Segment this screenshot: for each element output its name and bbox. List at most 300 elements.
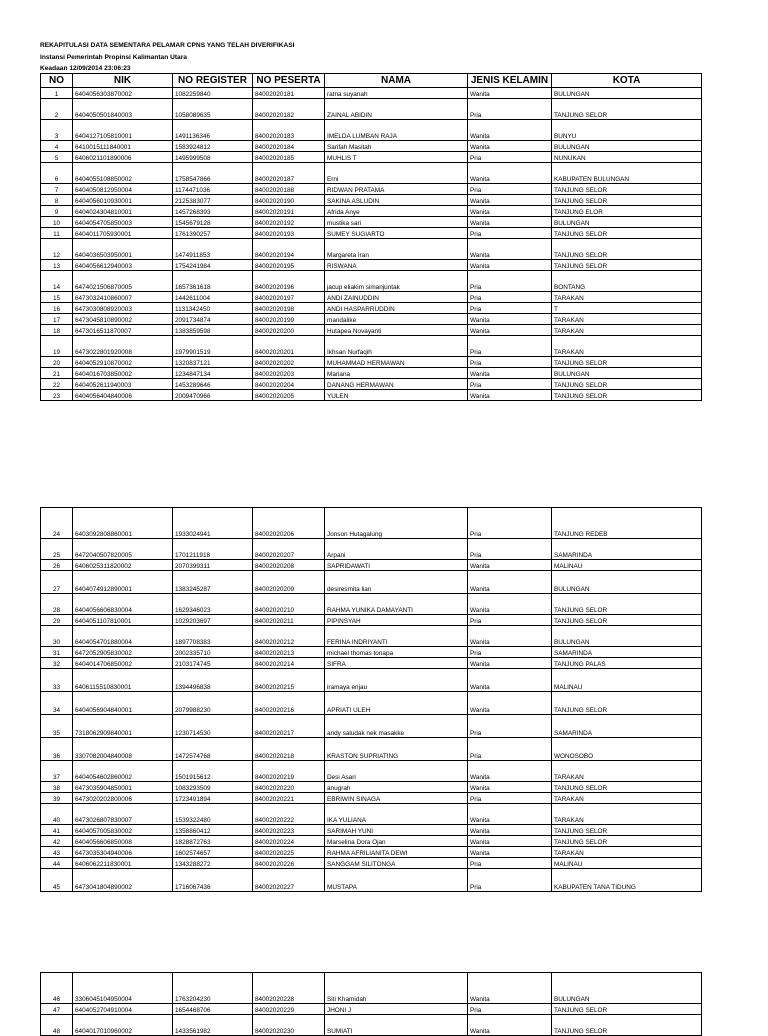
cell-peserta: 84002020188 (253, 184, 325, 195)
cell-kota: MALINAU (552, 560, 702, 571)
cell-no: 24 (41, 508, 73, 539)
cell-kota: TANJUNG SELOR (552, 1015, 702, 1036)
table-row (41, 217, 702, 228)
cell-no: 14 (41, 271, 73, 292)
cell-peserta: 84002020213 (253, 647, 325, 658)
cell-nama: anugrah (325, 782, 468, 793)
cell-nik: 6404127105810001 (73, 120, 173, 141)
cell-nama: SANGGAM SILITONGA (325, 858, 468, 869)
cell-jenis-kelamin: Wanita (468, 782, 552, 793)
cell-register: 2091734874 (173, 314, 253, 325)
cell-kota: BUNYU (552, 120, 702, 141)
cell-nama: michael thomas tonapa (325, 647, 468, 658)
cell-peserta: 84002020221 (253, 793, 325, 804)
cell-kota: NUNUKAN (552, 152, 702, 163)
cell-nik: 6404017010960002 (73, 1015, 173, 1036)
cell-nik: 6404074912890001 (73, 571, 173, 594)
table-row (41, 847, 702, 858)
table-row (41, 615, 702, 626)
cell-peserta: 84002020198 (253, 303, 325, 314)
cell-register: 1897708383 (173, 626, 253, 647)
cell-jenis-kelamin: Wanita (468, 836, 552, 847)
applicant-table-1 (40, 73, 702, 401)
cell-peserta: 84002020184 (253, 141, 325, 152)
cell-nik: 6410015111840001 (73, 141, 173, 152)
cell-kota: TANJUNG SELOR (552, 260, 702, 271)
cell-peserta: 84002020211 (253, 615, 325, 626)
cell-register: 2125383077 (173, 195, 253, 206)
cell-kota: TANJUNG SELOR (552, 615, 702, 626)
cell-register: 1758547866 (173, 163, 253, 184)
table-row (41, 560, 702, 571)
report-title: REKAPITULASI DATA SEMENTARA PELAMAR CPNS YANG TELAH DIVERIFIKASI (40, 42, 295, 49)
cell-nama: Desi Asari (325, 761, 468, 782)
cell-peserta: 84002020209 (253, 571, 325, 594)
cell-nik: 6404056404840006 (73, 390, 173, 401)
cell-peserta: 84002020181 (253, 88, 325, 99)
cell-no: 17 (41, 314, 73, 325)
cell-nik: 6404052910870002 (73, 357, 173, 368)
cell-no: 30 (41, 626, 73, 647)
cell-kota: MALINAU (552, 858, 702, 869)
applicant-table-3 (40, 972, 702, 1036)
cell-no: 10 (41, 217, 73, 228)
cell-nik: 3307082004840008 (73, 738, 173, 761)
cell-nama: DANANG HERMAWAN (325, 379, 468, 390)
table-row (41, 761, 702, 782)
applicant-rows-3 (41, 973, 702, 1036)
cell-jenis-kelamin: Wanita (468, 141, 552, 152)
cell-register: 2070399311 (173, 560, 253, 571)
cell-nik: 6473035304940006 (73, 847, 173, 858)
cell-jenis-kelamin: Wanita (468, 120, 552, 141)
cell-peserta: 84002020217 (253, 715, 325, 738)
cell-nik: 6404036503950001 (73, 239, 173, 260)
cell-nik: 6404024304810001 (73, 206, 173, 217)
cell-register: 1474911853 (173, 239, 253, 260)
cell-jenis-kelamin: Pria (468, 539, 552, 560)
cell-register: 1131342450 (173, 303, 253, 314)
cell-nik: 6404056606850008 (73, 836, 173, 847)
cell-register: 2079988230 (173, 692, 253, 715)
cell-peserta: 84002020224 (253, 836, 325, 847)
cell-kota: TANJUNG SELOR (552, 357, 702, 368)
table-row (41, 195, 702, 206)
cell-peserta: 84002020227 (253, 869, 325, 892)
table-row (41, 260, 702, 271)
table-row (41, 314, 702, 325)
cell-no: 16 (41, 303, 73, 314)
cell-kota: SAMARINDA (552, 715, 702, 738)
cell-jenis-kelamin: Pria (468, 292, 552, 303)
report-timestamp: Keadaan 12/09/2014 23:06:23 (40, 65, 131, 72)
cell-kota: BONTANG (552, 271, 702, 292)
cell-kota: TANJUNG SELOR (552, 692, 702, 715)
cell-peserta: 84002020183 (253, 120, 325, 141)
cell-peserta: 84002020228 (253, 973, 325, 1004)
cell-peserta: 84002020187 (253, 163, 325, 184)
table-row (41, 738, 702, 761)
cell-register: 1320837121 (173, 357, 253, 368)
cell-nama: MUHAMMAD HERMAWAN (325, 357, 468, 368)
applicant-rows-2 (41, 508, 702, 892)
cell-nik: 6404050501840003 (73, 99, 173, 120)
table-row (41, 88, 702, 99)
cell-no: 47 (41, 1004, 73, 1015)
cell-jenis-kelamin: Wanita (468, 594, 552, 615)
cell-register: 1763204230 (173, 973, 253, 1004)
cell-jenis-kelamin: Pria (468, 647, 552, 658)
cell-peserta: 84002020208 (253, 560, 325, 571)
table-header-row (41, 74, 702, 88)
cell-nama: PIPINSYAH (325, 615, 468, 626)
col-header-peserta: NO PESERTA (253, 74, 325, 88)
cell-peserta: 84002020206 (253, 508, 325, 539)
table-row (41, 692, 702, 715)
cell-no: 41 (41, 825, 73, 836)
cell-peserta: 84002020230 (253, 1015, 325, 1036)
cell-nama: IMELDA LUMBAN RAJA (325, 120, 468, 141)
table-row (41, 715, 702, 738)
cell-nama: Hutapea Novayanti (325, 325, 468, 336)
cell-register: 1083293509 (173, 782, 253, 793)
cell-jenis-kelamin: Pria (468, 152, 552, 163)
cell-peserta: 84002020223 (253, 825, 325, 836)
cell-no: 6 (41, 163, 73, 184)
cell-nik: 6404016703850002 (73, 368, 173, 379)
cell-nama: Sarifah Masitah (325, 141, 468, 152)
cell-nik: 3306045104950004 (73, 973, 173, 1004)
cell-nama: Erni (325, 163, 468, 184)
cell-nik: 6404056010930001 (73, 195, 173, 206)
col-header-no: NO (41, 74, 73, 88)
cell-nama: ZAINAL ABIDIN (325, 99, 468, 120)
cell-jenis-kelamin: Pria (468, 184, 552, 195)
cell-nama: desiresmita lian (325, 571, 468, 594)
cell-no: 31 (41, 647, 73, 658)
cell-kota: TANJUNG SELOR (552, 1004, 702, 1015)
cell-nik: 6406021101890006 (73, 152, 173, 163)
cell-peserta: 84002020196 (253, 271, 325, 292)
cell-jenis-kelamin: Wanita (468, 325, 552, 336)
cell-nama: APRIATI ULEH (325, 692, 468, 715)
cell-jenis-kelamin: Wanita (468, 571, 552, 594)
cell-kota: TANJUNG SELOR (552, 379, 702, 390)
cell-nama: Margareta Iran (325, 239, 468, 260)
cell-kota: TANJUNG PALAS (552, 658, 702, 669)
cell-jenis-kelamin: Wanita (468, 260, 552, 271)
cell-no: 48 (41, 1015, 73, 1036)
cell-peserta: 84002020226 (253, 858, 325, 869)
table-row (41, 825, 702, 836)
cell-peserta: 84002020199 (253, 314, 325, 325)
cell-nama: mustika sari (325, 217, 468, 228)
cell-kota: SAMARINDA (552, 647, 702, 658)
cell-nama: IKA YULIANA (325, 804, 468, 825)
cell-peserta: 84002020190 (253, 195, 325, 206)
col-header-nama: NAMA (325, 74, 468, 88)
cell-nik: 6473020202800006 (73, 793, 173, 804)
cell-register: 1979901519 (173, 336, 253, 357)
cell-register: 1701211918 (173, 539, 253, 560)
cell-peserta: 84002020210 (253, 594, 325, 615)
cell-register: 1082259840 (173, 88, 253, 99)
table-row (41, 1015, 702, 1036)
cell-nama: Mariana (325, 368, 468, 379)
cell-jenis-kelamin: Pria (468, 228, 552, 239)
cell-kota: TARAKAN (552, 314, 702, 325)
cell-kota: TANJUNG SELOR (552, 836, 702, 847)
cell-register: 1629346023 (173, 594, 253, 615)
cell-jenis-kelamin: Wanita (468, 239, 552, 260)
cell-peserta: 84002020222 (253, 804, 325, 825)
cell-kota: TARAKAN (552, 847, 702, 858)
cell-nik: 6473035904850001 (73, 782, 173, 793)
cell-jenis-kelamin: Wanita (468, 804, 552, 825)
cell-peserta: 84002020195 (253, 260, 325, 271)
cell-jenis-kelamin: Pria (468, 379, 552, 390)
cell-nik: 6404056904840001 (73, 692, 173, 715)
cell-register: 1545679128 (173, 217, 253, 228)
col-header-kota: KOTA (552, 74, 702, 88)
table-row (41, 390, 702, 401)
cell-kota: TANJUNG SELOR (552, 390, 702, 401)
cell-peserta: 84002020207 (253, 539, 325, 560)
cell-kota: BULUNGAN (552, 217, 702, 228)
cell-peserta: 84002020194 (253, 239, 325, 260)
cell-kota: BULUNGAN (552, 626, 702, 647)
cell-jenis-kelamin: Pria (468, 508, 552, 539)
table-row (41, 626, 702, 647)
cell-register: 1343288272 (173, 858, 253, 869)
cell-nik: 6404052704910004 (73, 1004, 173, 1015)
cell-register: 1433561982 (173, 1015, 253, 1036)
table-row (41, 152, 702, 163)
cell-nik: 7318062909840001 (73, 715, 173, 738)
cell-kota: BULUNGAN (552, 571, 702, 594)
cell-no: 18 (41, 325, 73, 336)
cell-register: 1828872763 (173, 836, 253, 847)
cell-jenis-kelamin: Pria (468, 357, 552, 368)
cell-no: 19 (41, 336, 73, 357)
cell-no: 7 (41, 184, 73, 195)
cell-nik: 6404054701880004 (73, 626, 173, 647)
cell-peserta: 84002020193 (253, 228, 325, 239)
table-row (41, 368, 702, 379)
cell-peserta: 84002020215 (253, 669, 325, 692)
cell-peserta: 84002020220 (253, 782, 325, 793)
cell-register: 1761390257 (173, 228, 253, 239)
cell-register: 1933024941 (173, 508, 253, 539)
table-row (41, 163, 702, 184)
cell-nik: 6404050812950004 (73, 184, 173, 195)
cell-register: 1029203697 (173, 615, 253, 626)
cell-no: 28 (41, 594, 73, 615)
cell-nama: Ikhsan Nurfaqih (325, 336, 468, 357)
cell-jenis-kelamin: Wanita (468, 314, 552, 325)
cell-nama: SAPRIDAWATI (325, 560, 468, 571)
cell-kota: TANJUNG SELOR (552, 782, 702, 793)
cell-jenis-kelamin: Wanita (468, 626, 552, 647)
cell-nama: RIDWAN PRATAMA (325, 184, 468, 195)
cell-no: 46 (41, 973, 73, 1004)
table-row (41, 99, 702, 120)
cell-no: 39 (41, 793, 73, 804)
cell-jenis-kelamin: Wanita (468, 195, 552, 206)
cell-nik: 6406062211830001 (73, 858, 173, 869)
cell-jenis-kelamin: Pria (468, 858, 552, 869)
table-row (41, 508, 702, 539)
cell-register: 1453289646 (173, 379, 253, 390)
cell-jenis-kelamin: Wanita (468, 217, 552, 228)
cell-no: 27 (41, 571, 73, 594)
cell-jenis-kelamin: Pria (468, 793, 552, 804)
cell-register: 1754241984 (173, 260, 253, 271)
table-row (41, 973, 702, 1004)
cell-nik: 6404054705850003 (73, 217, 173, 228)
cell-no: 43 (41, 847, 73, 858)
cell-no: 12 (41, 239, 73, 260)
cell-nik: 6404052611940003 (73, 379, 173, 390)
cell-register: 1602574657 (173, 847, 253, 858)
table-row (41, 141, 702, 152)
cell-nama: ANDI ZAINUDDIN (325, 292, 468, 303)
cell-jenis-kelamin: Pria (468, 715, 552, 738)
cell-kota: TARAKAN (552, 793, 702, 804)
report-institution: Instansi Pemerintah Propinsi Kalimantan Utara (40, 54, 187, 61)
cell-no: 26 (41, 560, 73, 571)
cell-no: 3 (41, 120, 73, 141)
cell-no: 42 (41, 836, 73, 847)
cell-no: 32 (41, 658, 73, 669)
cell-nik: 6473032410860007 (73, 292, 173, 303)
cell-jenis-kelamin: Wanita (468, 1015, 552, 1036)
cell-no: 4 (41, 141, 73, 152)
cell-kota: TANJUNG SELOR (552, 228, 702, 239)
cell-register: 1234847134 (173, 368, 253, 379)
cell-no: 34 (41, 692, 73, 715)
cell-kota: WONOSOBO (552, 738, 702, 761)
cell-jenis-kelamin: Pria (468, 303, 552, 314)
cell-no: 22 (41, 379, 73, 390)
cell-register: 2103174745 (173, 658, 253, 669)
cell-jenis-kelamin: Wanita (468, 88, 552, 99)
cell-nama: Marselina Dora Ojan (325, 836, 468, 847)
cell-peserta: 84002020203 (253, 368, 325, 379)
cell-nik: 6472040507820005 (73, 539, 173, 560)
cell-nama: MUHLIS T (325, 152, 468, 163)
cell-kota: TARAKAN (552, 292, 702, 303)
cell-peserta: 84002020225 (253, 847, 325, 858)
col-header-nik: NIK (73, 74, 173, 88)
col-header-jenis-kelamin: JENIS KELAMIN (468, 74, 552, 88)
cell-register: 1394496838 (173, 669, 253, 692)
cell-nama: SUMIATI (325, 1015, 468, 1036)
cell-nama: iramaya enjau (325, 669, 468, 692)
cell-kota: BULUNGAN (552, 973, 702, 1004)
cell-no: 44 (41, 858, 73, 869)
cell-nama: Arpani (325, 539, 468, 560)
cell-nama: ANDI HASPARRUDDIN (325, 303, 468, 314)
cell-nik: 6404056612940003 (73, 260, 173, 271)
cell-no: 33 (41, 669, 73, 692)
cell-no: 2 (41, 99, 73, 120)
cell-jenis-kelamin: Pria (468, 1004, 552, 1015)
cell-register: 1383859598 (173, 325, 253, 336)
cell-kota: TANJUNG SELOR (552, 184, 702, 195)
table-row (41, 647, 702, 658)
cell-jenis-kelamin: Pria (468, 615, 552, 626)
cell-nik: 6473026807830007 (73, 804, 173, 825)
cell-kota: BULUNGAN (552, 368, 702, 379)
cell-kota: KABUPATEN TANA TIDUNG (552, 869, 702, 892)
cell-nama: RAHMA YUNIKA DAMAYANTI (325, 594, 468, 615)
cell-jenis-kelamin: Pria (468, 336, 552, 357)
cell-jenis-kelamin: Wanita (468, 368, 552, 379)
cell-register: 1058089635 (173, 99, 253, 120)
cell-no: 21 (41, 368, 73, 379)
cell-kota: TANJUNG SELOR (552, 195, 702, 206)
cell-jenis-kelamin: Wanita (468, 692, 552, 715)
cell-peserta: 84002020212 (253, 626, 325, 647)
cell-jenis-kelamin: Pria (468, 869, 552, 892)
cell-register: 1723491894 (173, 793, 253, 804)
cell-peserta: 84002020204 (253, 379, 325, 390)
applicant-table-2 (40, 507, 702, 892)
cell-jenis-kelamin: Wanita (468, 658, 552, 669)
cell-jenis-kelamin: Wanita (468, 206, 552, 217)
table-row (41, 303, 702, 314)
cell-peserta: 84002020192 (253, 217, 325, 228)
cell-kota: TARAKAN (552, 325, 702, 336)
cell-peserta: 84002020201 (253, 336, 325, 357)
cell-nik: 6473045810890002 (73, 314, 173, 325)
table-row (41, 292, 702, 303)
cell-nik: 6404011705930001 (73, 228, 173, 239)
table-row (41, 336, 702, 357)
cell-no: 29 (41, 615, 73, 626)
cell-nama: SARIMAH YUNI (325, 825, 468, 836)
cell-register: 1491136346 (173, 120, 253, 141)
cell-kota: TARAKAN (552, 336, 702, 357)
cell-no: 9 (41, 206, 73, 217)
cell-nik: 6472052905830002 (73, 647, 173, 658)
table-row (41, 325, 702, 336)
table-row (41, 379, 702, 390)
cell-nik: 6473041804890002 (73, 869, 173, 892)
cell-nik: 6404051107810001 (73, 615, 173, 626)
cell-nama: KRASTON SUPRIATING (325, 738, 468, 761)
cell-kota: BULUNGAN (552, 141, 702, 152)
cell-nik: 6473016511870007 (73, 325, 173, 336)
cell-register: 1174471036 (173, 184, 253, 195)
cell-peserta: 84002020191 (253, 206, 325, 217)
cell-nama: mandalike (325, 314, 468, 325)
table-row (41, 120, 702, 141)
cell-peserta: 84002020214 (253, 658, 325, 669)
cell-register: 1501915612 (173, 761, 253, 782)
cell-nama: Jonson Hutagalung (325, 508, 468, 539)
cell-kota: TANJUNG SELOR (552, 825, 702, 836)
cell-nama: RAHMA AFRILIANITA DEWI (325, 847, 468, 858)
cell-nik: 6406115510830001 (73, 669, 173, 692)
cell-register: 1583924812 (173, 141, 253, 152)
cell-kota: T (552, 303, 702, 314)
table-row (41, 804, 702, 825)
cell-no: 38 (41, 782, 73, 793)
cell-register: 1495999508 (173, 152, 253, 163)
table-row (41, 658, 702, 669)
